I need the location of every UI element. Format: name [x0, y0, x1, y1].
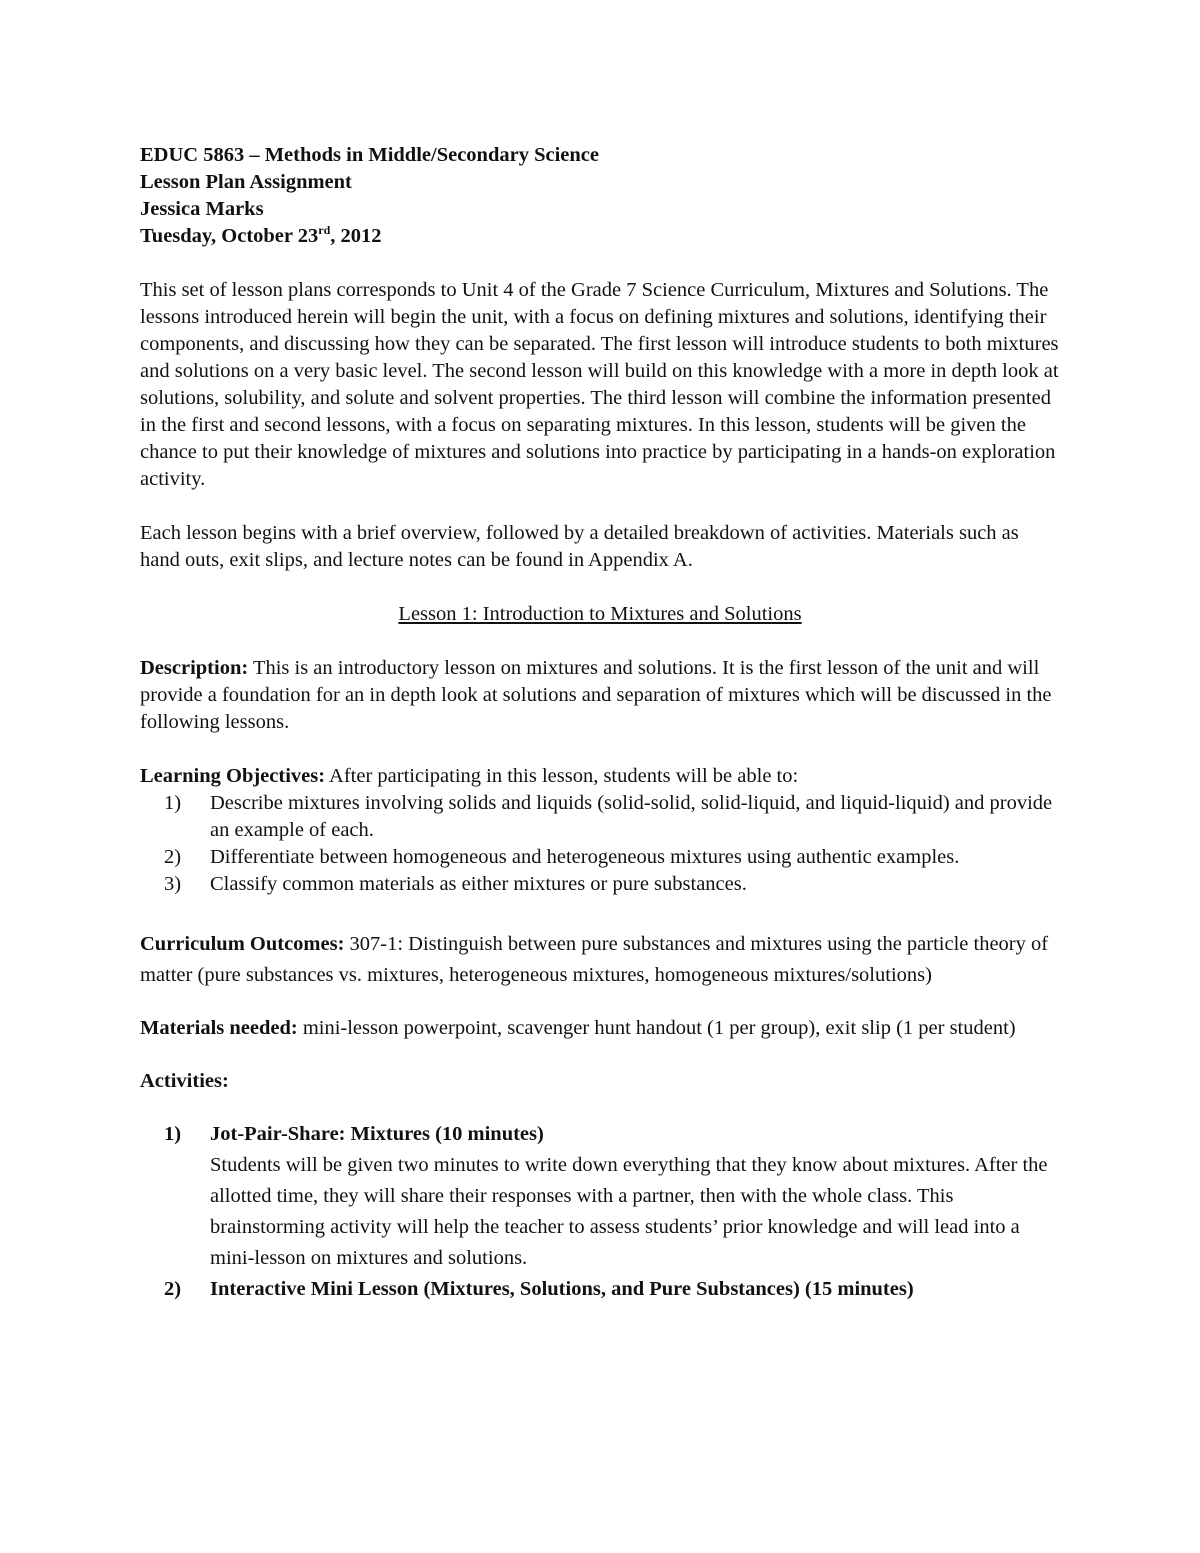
list-item: [140, 790, 1060, 844]
description-text: This is an introductory lesson on mixtures and solutions. It is the first lesson of the unit and will provide a foundation for an in depth look at solutions and separation of mixtures which will be discussed in the following lessons.: [140, 657, 1052, 733]
activity-number: 2): [164, 1278, 182, 1300]
materials-needed: [140, 1013, 1060, 1044]
objectives-label: Learning Objectives:: [140, 765, 326, 787]
learning-objectives: [140, 763, 1060, 790]
intro-paragraph-2: Each lesson begins with a brief overview, followed by a detailed breakdown of activities. Materials such as hand outs, exit slips, and lecture notes can be found in Appendix A.: [140, 522, 1019, 571]
activity-item: [140, 1119, 1060, 1274]
outcomes-label: Curriculum Outcomes:: [140, 933, 345, 955]
list-number: 1): [164, 792, 182, 814]
activities-list: [140, 1119, 1060, 1305]
list-item-text: Differentiate between homogeneous and heterogeneous mixtures using authentic examples.: [210, 846, 960, 868]
materials-label: Materials needed:: [140, 1017, 298, 1039]
activity-description: Students will be given two minutes to write down everything that they know about mixtures. After the allotted time, they will share their responses with a partner, then with the whole class. This brainstorming activity will help the teacher to assess students’ prior knowledge and will lead into a mini-lesson on mixtures and solutions.: [210, 1154, 1048, 1269]
assignment-title: Lesson Plan Assignment: [140, 171, 352, 193]
date-ordinal: rd: [318, 223, 331, 237]
lesson-1-title: Lesson 1: Introduction to Mixtures and Solutions: [398, 603, 802, 625]
document-date: [140, 223, 1060, 250]
list-item: [140, 844, 1060, 871]
lesson-description: [140, 655, 1060, 736]
objectives-list: [140, 790, 1060, 898]
date-suffix: , 2012: [330, 225, 382, 247]
activities-heading: [140, 1066, 1060, 1097]
activity-title: Interactive Mini Lesson (Mixtures, Solutions, and Pure Substances) (15 minutes): [210, 1278, 914, 1300]
list-number: 3): [164, 873, 182, 895]
activity-title: Jot-Pair-Share: Mixtures (10 minutes): [210, 1123, 544, 1145]
author-name: Jessica Marks: [140, 198, 264, 220]
outcomes-text: 307-1: Distinguish between pure substances and mixtures using the particle theory of matter (pure substances vs. mixtures, heterogeneous mixtures, homogeneous mixtures/solutions): [140, 933, 1049, 986]
list-item: [140, 871, 1060, 898]
course-title: EDUC 5863 – Methods in Middle/Secondary Science: [140, 144, 599, 166]
list-item-text: Describe mixtures involving solids and liquids (solid-solid, solid-liquid, and liquid-liquid) and provide an example of each.: [210, 792, 1053, 841]
list-number: 2): [164, 846, 182, 868]
intro-paragraph-1: This set of lesson plans corresponds to Unit 4 of the Grade 7 Science Curriculum, Mixtures and Solutions. The lessons introduced herein will begin the unit, with a focus on defining mixtures and solutions, identifying their components, and discussing how they can be separated. The first lesson will introduce students to both mixtures and solutions on a very basic level. The second lesson will build on this knowledge with a more in depth look at solutions, solubility, and solute and solvent properties. The third lesson will combine the information presented in the first and second lessons, with a focus on separating mixtures. In this lesson, students will be given the chance to put their knowledge of mixtures and solutions into practice by participating in a hands-on exploration activity.: [140, 279, 1059, 490]
date-prefix: Tuesday, October 23: [140, 225, 319, 247]
activity-item: [140, 1274, 1060, 1305]
activities-label: Activities:: [140, 1070, 229, 1092]
description-label: Description:: [140, 657, 249, 679]
document-header: [140, 142, 1060, 250]
materials-text: mini-lesson powerpoint, scavenger hunt handout (1 per group), exit slip (1 per student): [297, 1017, 1016, 1039]
objectives-intro: After participating in this lesson, students will be able to:: [325, 765, 799, 787]
activity-number: 1): [164, 1123, 182, 1145]
list-item-text: Classify common materials as either mixtures or pure substances.: [210, 873, 747, 895]
document-body: [140, 142, 1060, 1305]
curriculum-outcomes: [140, 929, 1060, 991]
